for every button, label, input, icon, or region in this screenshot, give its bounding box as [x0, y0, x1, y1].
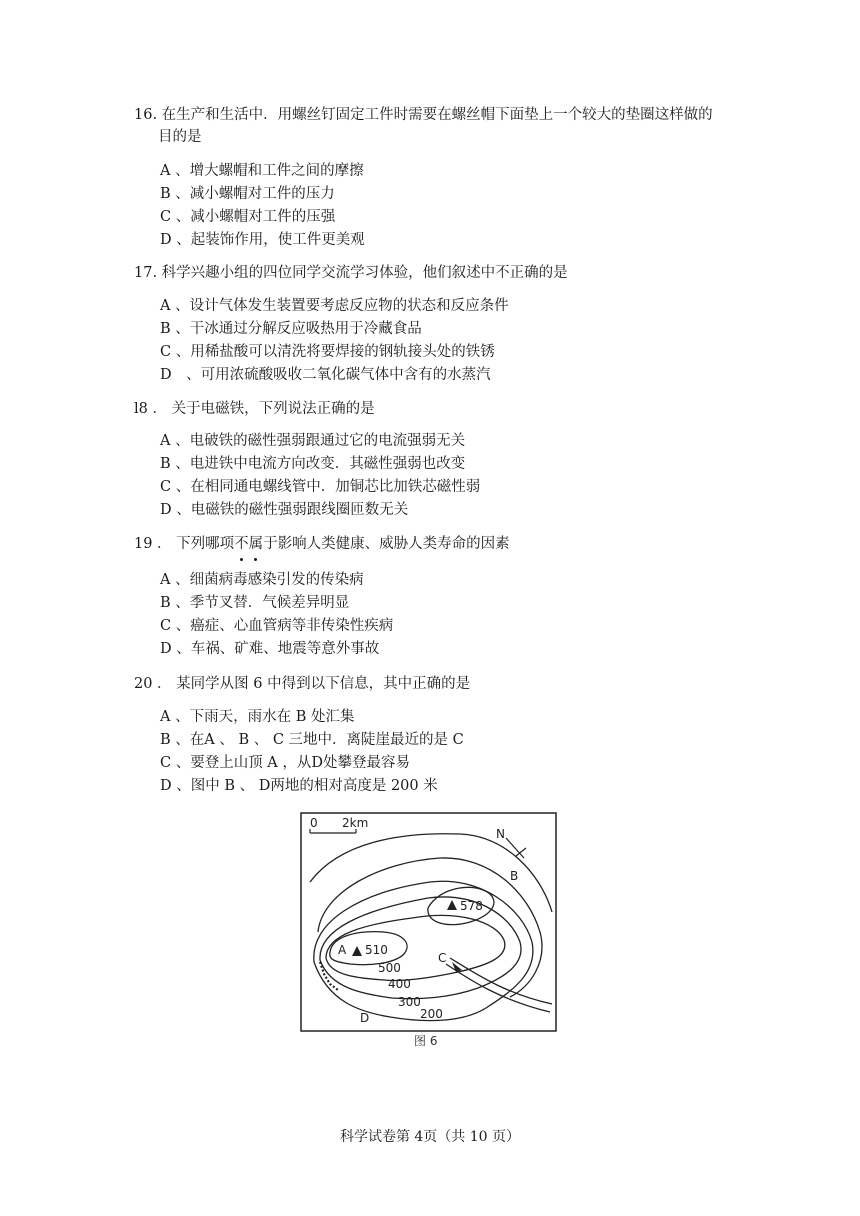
contour-400-label: 400	[388, 977, 411, 991]
contour-200-label: 200	[420, 1007, 443, 1021]
option-a: A 、下雨天，雨水在 B 处汇集	[160, 709, 355, 725]
options-17	[160, 295, 509, 387]
contour-500-label: 500	[378, 961, 401, 975]
option-d: D 、图中 B 、 D两地的相对高度是 200 米	[160, 778, 438, 794]
question-20	[134, 673, 470, 695]
option-b: B 、干冰通过分解反应吸热用于冷藏食品	[160, 321, 422, 337]
question-18	[134, 398, 375, 420]
page-footer: 科学试卷第 4页（共 10 页）	[339, 1129, 521, 1145]
question-17	[134, 262, 568, 284]
north-label: N	[496, 827, 505, 841]
peak-578-label: 578	[460, 899, 483, 913]
peak-510-label: 510	[365, 943, 388, 957]
question-stem: 关于电磁铁，下列说法正确的是	[171, 401, 375, 417]
question-19	[134, 533, 510, 555]
options-18	[160, 430, 480, 522]
option-d: D 、车祸、矿难、地震等意外事故	[160, 641, 380, 657]
option-a: A 、电破铁的磁性强弱跟通过它的电流强弱无关	[160, 433, 466, 449]
question-number: 16.	[134, 107, 158, 123]
figure-caption: 图 6	[414, 1034, 438, 1048]
question-stem-before: 下列哪项	[176, 536, 235, 552]
scale-zero: 0	[310, 816, 318, 830]
option-c: C 、用稀盐酸可以清洗将要焊接的钢轨接头处的铁锈	[160, 344, 495, 360]
option-b: B 、在A 、 B 、 C 三地中．离陡崖最近的是 C	[160, 732, 464, 748]
option-b: B 、减小螺帽对工件的压力	[160, 186, 335, 202]
option-c: C 、在相同通电螺线管中．加铜芯比加铁芯磁性弱	[160, 479, 481, 495]
point-b: B	[510, 869, 519, 883]
options-20	[160, 706, 464, 798]
question-stem: 某同学从图 6 中得到以下信息，其中正确的是	[176, 676, 471, 692]
question-16	[134, 104, 713, 148]
question-stem: 在生产和生活中．用螺丝钉固定工件时需要在螺丝帽下面垫上一个较大的垫圈这样做的	[161, 107, 713, 123]
option-b: B 、电进铁中电流方向改变．其磁性强弱也改变	[160, 456, 466, 472]
emphasis-char: 属	[249, 533, 264, 555]
question-number: 19 ．	[134, 536, 172, 552]
option-d: D 、电磁铁的磁性强弱跟线圈匝数无关	[160, 502, 409, 518]
option-a: A 、增大螺帽和工件之间的摩擦	[160, 163, 364, 179]
question-stem-cont: 目的是	[158, 129, 202, 145]
question-number: 20 ．	[134, 676, 172, 692]
option-b: B 、季节叉替．气候差异明显	[160, 595, 350, 611]
question-stem: 科学兴趣小组的四位同学交流学习体验，他们叙述中不正确的是	[161, 265, 568, 281]
option-a: A 、设计气体发生装置要考虑反应物的状态和反应条件	[160, 298, 509, 314]
option-d: D 、起装饰作用，使工件更美观	[160, 232, 365, 248]
option-c: C 、癌症、心血管病等非传染性疾病	[160, 618, 394, 634]
option-c: C 、减小螺帽对工件的压强	[160, 209, 336, 225]
option-a: A 、细菌病毒感染引发的传染病	[160, 572, 364, 588]
option-c: C 、要登上山顶 A ，从D处攀登最容易	[160, 755, 411, 771]
point-a: A	[338, 943, 347, 957]
contour-map	[300, 812, 560, 1034]
emphasis-char: 不	[234, 533, 249, 555]
options-19	[160, 569, 393, 661]
point-d: D	[360, 1011, 370, 1025]
options-16	[160, 160, 365, 252]
contour-300-label: 300	[398, 995, 421, 1009]
question-number: l8 ．	[134, 401, 167, 417]
question-stem-after: 于影响人类健康、威胁人类寿命的因素	[263, 536, 510, 552]
option-d: D 、可用浓硫酸吸收二氧化碳气体中含有的水蒸汽	[160, 367, 491, 383]
question-number: 17.	[134, 265, 158, 281]
point-c: C	[438, 951, 447, 965]
scale-label: 2km	[342, 816, 369, 830]
